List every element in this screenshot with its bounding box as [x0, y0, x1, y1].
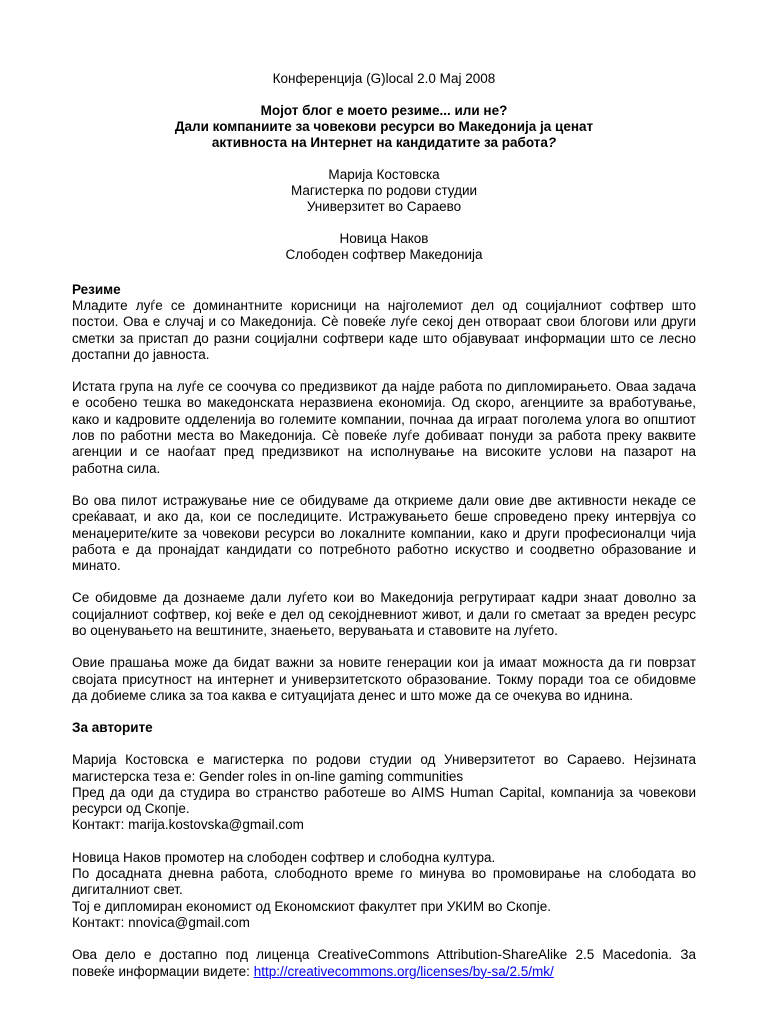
author-1-role: Магистерка по родови студии	[290, 183, 478, 198]
about-author-1-work: Пред да оди да студира во странство работеше во AIMS Human Capital, компанија за човекови ресурси од Скопје.	[72, 784, 696, 817]
abstract-paragraph-1: Младите луѓе се доминантните корисници на најголемиот дел од социјалниот софтвер што постои. Ова е случај и со Македонија. Сѐ повеќе луѓе секој ден отвораат свои блогови или други сметки за пристап до разни социјални софтвери каде што објавуваат информации што се лесно достапни до јавноста.	[72, 298, 696, 362]
abstract-paragraph-5: Овие прашања може да бидат важни за новите генерации кои ја имаат можноста да ги поврзат својата присутност на интернет и универзитетското образование. Токму поради тоа се обидовме да добиеме слика за тоа каква е ситуацијата денес и што може да се очекува во иднина.	[72, 655, 696, 703]
author-1-name: Марија Костовска	[328, 167, 440, 182]
document-page	[72, 0, 696, 980]
about-author-2-contact: Контакт: nnovica@gmail.com	[72, 914, 250, 930]
license-link[interactable]: http://creativecommons.org/licenses/by-sa/2.5/mk/	[253, 963, 554, 979]
author-2-block	[72, 231, 696, 263]
abstract-paragraph-3: Во ова пилот истражување ние се обидуваме да откриеме дали овие две активности некаде се среќаваат, и ако да, кои се последиците. Истражувањето беше спроведено преку интервјуа со менаџерите/ките за човекови ресурси во локалните компании, како и други професионалци чија работа е да пронајдат кандидати со потребното работно искуство и соодветно образование и минато.	[72, 492, 696, 574]
abstract-heading: Резиме	[72, 282, 121, 297]
title-line-3-text: активноста на Интернет на кандидатите за работа	[211, 135, 548, 150]
about-author-1-contact: Контакт: marija.kostovska@gmail.com	[72, 817, 304, 833]
conference-line: Конференција (G)local 2.0 Мај 2008	[272, 71, 496, 86]
abstract-paragraph-2: Истата група на луѓе се соочува со предизвикот да најде работа по дипломирањето. Оваа задача е особено тешка во македонската неразвиена економија. Од скоро, агенциите за вработување, како и кадровите одделенија во големите компании, почнаа да играат поголема улога во општиот лов по работни места во Македонија. Сѐ повеќе луѓе добиваат понуди за работа преку ваквите агенции и се наоѓаат пред предизвикот на исполнување на високите услови на пазарот на работна сила.	[72, 379, 696, 476]
about-author-1-bio: Марија Костовска е магистерка по родови студии од Универзитетот во Сараево. Нејзината магистерска теза е: Gender roles in on-line gaming communities	[72, 752, 696, 784]
license-note	[72, 947, 696, 980]
title-line-1: Мојот блог е моето резиме... или не?	[260, 103, 508, 118]
about-author-2-line-2: По досадната дневна работа, слободното време го минува во промовирање на слободата во дигиталниот свет.	[72, 866, 696, 898]
license-text: Ова дело е достапно под лиценца CreativeCommons Attribution-ShareAlike 2.5 Macedonia. За повеќе информации видете:	[72, 947, 696, 979]
paper-title	[72, 103, 696, 151]
about-authors-heading: За авторите	[72, 720, 153, 736]
about-author-2-line-1: Новица Наков промотер на слободен софтвер и слободна култура.	[72, 849, 496, 865]
title-line-3	[72, 135, 696, 151]
author-2-name: Новица Наков	[339, 231, 429, 246]
author-1-org: Универзитет во Сараево	[306, 199, 462, 214]
title-line-2: Дали компаниите за човекови ресурси во Македонија ја ценат	[174, 119, 594, 134]
author-1-block	[72, 167, 696, 215]
title-question-mark: ?	[547, 135, 557, 150]
abstract-paragraph-4: Се обидовме да дознаеме дали луѓето кои во Македонија регрутираат кадри знаат доволно за социјалниот софтвер, кој веќе е дел од секојдневниот живот, и дали го сметаат за вреден ресурс во оценувањето на вештините, знаењето, верувањата и ставовите на луѓето.	[72, 590, 696, 639]
author-2-org: Слободен софтвер Македонија	[285, 247, 483, 262]
about-author-2-line-3: Тој е дипломиран економист од Економскиот факултет при УКИМ во Скопје.	[72, 898, 551, 914]
